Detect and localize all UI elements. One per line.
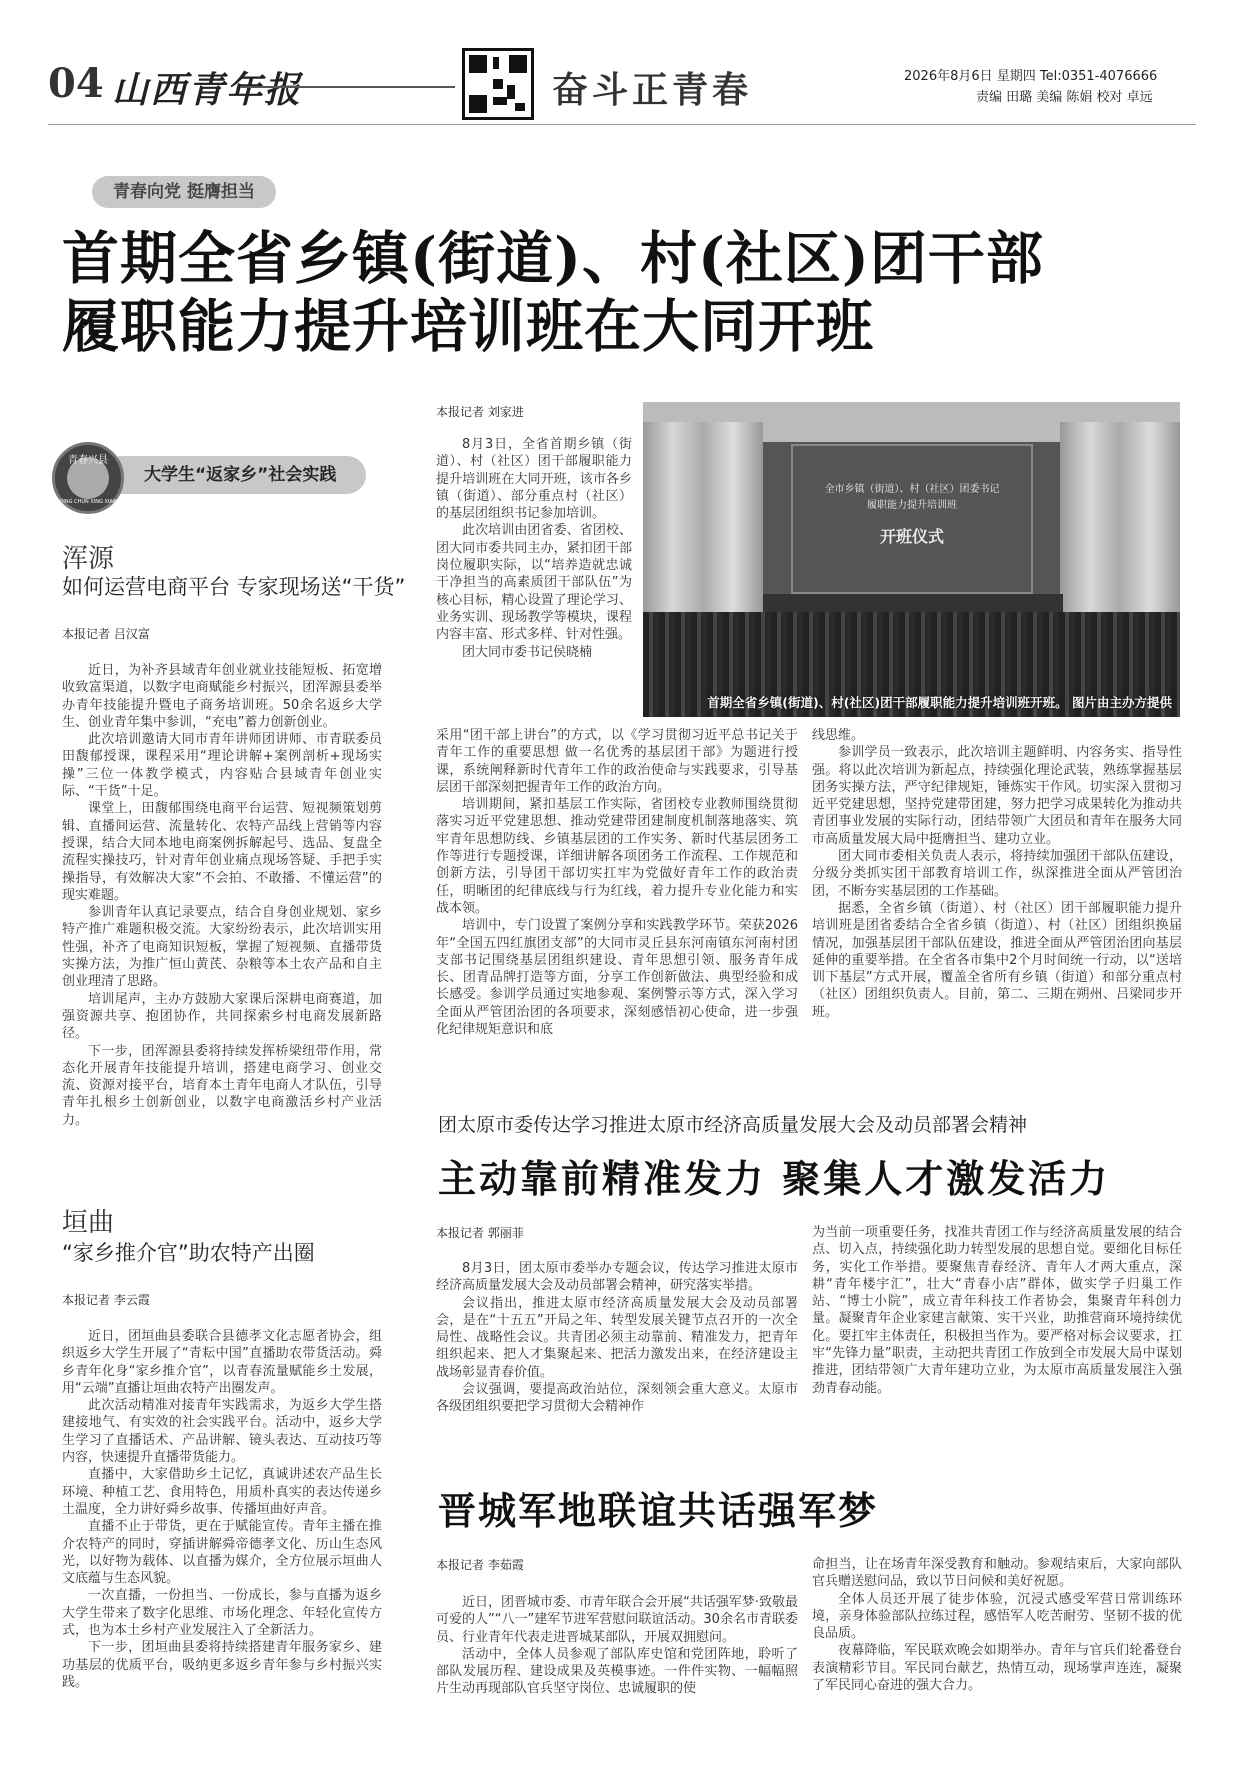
jincheng-paragraph: 全体人员还开展了徒步体验，沉浸式感受军营日常训练环境，亲身体验部队拉练过程，感悟军人吃苦耐劳、坚韧不拔的优良品质。 bbox=[812, 1591, 1182, 1642]
taiyuan-col1 bbox=[436, 1260, 798, 1416]
main-paragraph: 8月3日，全省首期乡镇（街道）、村（社区）团干部履职能力提升培训班在大同开班，该市各乡镇（街道）、部分重点村（社区）的基层团组织书记参加培训。 bbox=[436, 437, 632, 522]
jincheng-paragraph: 活动中，全体人员参观了部队库史馆和党团阵地，聆听了部队发展历程、建设成果及英模事迹。一件件实物、一幅幅照片生动再现部队官兵坚守岗位、忠诚履职的使 bbox=[436, 1646, 798, 1697]
main-paragraph: 采用“团干部上讲台”的方式，以《学习贯彻习近平总书记关于青年工作的重要思想 做一名优秀的基层团干部》为题进行授课，系统阐释新时代青年工作的政治使命与实践要求，引导基层团干部深刻把握青年工作的政治方向。 bbox=[436, 728, 798, 795]
masthead-rule bbox=[48, 124, 1196, 125]
screen-line3: 开班仪式 bbox=[879, 527, 944, 546]
story2-subhead: “家乡推介官”助农特产出圈 bbox=[62, 1241, 315, 1265]
date-line: 2026年8月6日 星期四 Tel:0351-4076666 bbox=[904, 69, 1158, 84]
jincheng-headline: 晋城军地联谊共话强军梦 bbox=[438, 1488, 879, 1533]
section-title: 奋斗正青春 bbox=[552, 69, 753, 111]
story1-paragraph: 此次培训邀请大同市青年讲师团讲师、市青联委员田馥郁授课，课程采用“理论讲解+案例剖析+现场实操”三位一体教学模式，内容贴合县域青年创业实际、“干货”十足。 bbox=[62, 732, 382, 800]
taiyuan-col2 bbox=[812, 1224, 1182, 1397]
taiyuan-paragraph: 会议强调，要提高政治站位，深刻领会重大意义。太原市各级团组织要把学习贯彻大会精神作 bbox=[436, 1382, 798, 1415]
story1-body bbox=[62, 662, 382, 1129]
jincheng-col2 bbox=[812, 1556, 1182, 1694]
paper-name: 山西青年报 bbox=[112, 69, 303, 111]
story1-byline: 本报记者 吕汉富 bbox=[62, 627, 150, 641]
photo-caption: 首期全省乡镇(街道)、村(社区)团干部履职能力提升培训班开班。 图片由主办方提供 bbox=[707, 695, 1172, 710]
main-paragraph: 此次培训由团省委、省团校、团大同市委共同主办，紧扣团干部岗位履职实际，以“培养造就忠诚干净担当的高素质团干部队伍”为核心目标，精心设置了理论学习、业务实训、现场教学等模块，课程内容丰富、形式多样、针对性强。 bbox=[436, 523, 632, 643]
qr-code-icon bbox=[462, 48, 534, 120]
jincheng-paragraph: 夜幕降临，军民联欢晚会如期举办。青年与官兵们轮番登台表演精彩节目。军民同台献艺，热情互动，现场掌声连连，凝聚了军民同心奋进的强大合力。 bbox=[812, 1643, 1182, 1694]
page-number: 04 bbox=[48, 60, 104, 107]
main-paragraph: 团大同市委书记侯晓楠 bbox=[462, 644, 593, 660]
main-headline-line2: 履职能力提升培训班在大同开班 bbox=[62, 293, 874, 360]
story1-subhead: 如何运营电商平台 专家现场送“干货” bbox=[62, 575, 406, 599]
story1-paragraph: 课堂上，田馥郁围绕电商平台运营、短视频策划剪辑、直播间运营、流量转化、农特产品线上营销等内容授课，结合大同本地电商案例拆解起号、选品、复盘全流程实操技巧，针对青年创业痛点现场答疑、手把手实操指导，有效解决大家“不会拍、不敢播、不懂运营”的现实难题。 bbox=[62, 801, 382, 903]
main-byline: 本报记者 刘家进 bbox=[436, 405, 524, 419]
badge-top-text: 青春兴县 bbox=[68, 455, 108, 466]
story2-paragraph: 下一步，团垣曲县委将持续搭建青年服务家乡、建功基层的优质平台，吸纳更多返乡青年参与乡村振兴实践。 bbox=[62, 1640, 382, 1690]
story1-paragraph: 参训青年认真记录要点，结合自身创业规划、家乡特产推广难题积极交流。大家纷纷表示，此次培训实用性强，补齐了电商知识短板，掌握了短视频、直播带货实操方法，为推广恒山黄芪、杂粮等本土农产品和自主创业理清了思路。 bbox=[62, 905, 382, 990]
editors-line: 责编 田璐 美编 陈娟 校对 卓远 bbox=[976, 90, 1153, 105]
main-paragraph: 线思维。 bbox=[812, 728, 865, 743]
main-paragraph: 培训中，专门设置了案例分享和实践教学环节。荣获2026年“全国五四红旗团支部”的大同市灵丘县东河南镇东河南村团支部书记围绕基层团组织建设、青年思想引领、服务青年成长、团青品牌打造等方面，分享工作创新做法、典型经验和成长感受。参训学员通过实地参观、案例警示等方式，深入学习全面从严管团治团的各项要求，深刻感悟初心使命，进一步强化纪律规矩意识和底 bbox=[436, 918, 798, 1038]
main-paragraph: 据悉，全省乡镇（街道）、村（社区）团干部履职能力提升培训班是团省委结合全省乡镇（街道）、村（社区）团组织换届情况，加强基层团干部队伍建设，推进全面从严管团治团向基层延伸的重要举措。在全省各市集中2个月时间统一行动，以“送培训下基层”方式开展，覆盖全省所有乡镇（街道）和部分重点村（社区）团组织负责人。目前，第二、三期在朔州、吕梁同步开班。 bbox=[812, 900, 1182, 1020]
main-headline-line1: 首期全省乡镇(街道)、村(社区)团干部 bbox=[62, 225, 1044, 292]
main-col1-narrow bbox=[436, 436, 632, 661]
story2-paragraph: 近日，团垣曲县委联合县德孝文化志愿者协会，组织返乡大学生开展了“青耘中国”直播助农带货活动。舜乡青年化身“家乡推介官”，以青春流量赋能乡土发展，用“云端”直播让垣曲农特产出圈发声。 bbox=[62, 1329, 382, 1396]
news-photo bbox=[643, 402, 1180, 717]
story2-paragraph: 直播中，大家借助乡土记忆，真诚讲述农产品生长环境、种植工艺、食用特色，用质朴真实的表达传递乡土温度，全力讲好舜乡故事、传播垣曲好声音。 bbox=[62, 1467, 382, 1517]
story1-place: 浑源 bbox=[62, 544, 115, 574]
masthead-divider bbox=[240, 86, 455, 88]
taiyuan-byline: 本报记者 郭丽菲 bbox=[436, 1226, 524, 1240]
main-col2 bbox=[812, 727, 1182, 1021]
main-paragraph: 培训期间，紧扣基层工作实际，省团校专业教师围绕贯彻落实习近平党建思想、推动党建带团建制度机制落地落实、筑牢青年思想防线、乡镇基层团的工作实务、新时代基层团务工作等进行专题授课，详细讲解各项团务工作流程、工作规范和创新方法，引导团干部切实扛牢为党做好青年工作的政治责任，明晰团的纪律底线与行为红线，着力提升专业化能力和实战本领。 bbox=[436, 797, 798, 916]
story1-paragraph: 培训尾声，主办方鼓励大家课后深耕电商赛道，加强资源共享、抱团协作，共同探索乡村电商发展新路径。 bbox=[62, 991, 382, 1042]
story2-body bbox=[62, 1328, 382, 1691]
jincheng-byline: 本报记者 李茹霞 bbox=[436, 1558, 524, 1572]
story2-paragraph: 直播不止于带货，更在于赋能宣传。青年主播在推介农特产的同时，穿插讲解舜帝德孝文化、历山生态风光，以好物为载体、以直播为媒介，全方位展示垣曲人文底蕴与生态风貌。 bbox=[62, 1519, 382, 1587]
taiyuan-paragraph: 为当前一项重要任务，找准共青团工作与经济高质量发展的结合点、切入点，持续强化助力转型发展的思想自觉。要细化目标任务，实化工作举措。要聚焦青春经济、青年人才两大重点，深耕“青年楼宇汇”，壮大“青春小店”群体，做实学子归巢工作站、“博士小院”，成立青年科技工作者协会，集聚青年科创力量。凝聚青年企业家建言献策、实干兴业，助推营商环境持续优化。要扛牢主体责任，积极担当作为。要严格对标会议要求，扛牢“先锋力量”职责，主动把共青团工作放到全市发展大局中谋划推进，团结带领广大青年建功立业，为太原市高质量发展注入强劲青春动能。 bbox=[812, 1225, 1182, 1396]
story1-paragraph: 下一步，团浑源县委将持续发挥桥梁纽带作用，常态化开展青年技能提升培训，搭建电商学习、创业交流、资源对接平台，培育本土青年电商人才队伍，引导青年扎根乡土创新创业，以数字电商激活乡村产业活力。 bbox=[62, 1043, 382, 1128]
story2-byline: 本报记者 李云霞 bbox=[62, 1293, 150, 1307]
story1-paragraph: 近日，为补齐县域青年创业就业技能短板、拓宽增收致富渠道，以数字电商赋能乡村振兴，团浑源县委举办青年技能提升暨电子商务培训班。50余名返乡大学生、创业青年集中参训，“充电”蓄力创新创业。 bbox=[62, 663, 382, 730]
story2-paragraph: 一次直播，一份担当、一份成长，参与直播为返乡大学生带来了数字化思维、市场化理念、年轻化宣传方式，也为本土乡村产业发展注入了全新活力。 bbox=[62, 1588, 382, 1639]
main-paragraph: 参训学员一致表示，此次培训主题鲜明、内容务实、指导性强。将以此次培训为新起点，持续强化理论武装，熟练掌握基层团务实操方法，严守纪律规矩，锤炼实干作风。切实深入贯彻习近平党建思想，坚持党建带团建，努力把学习成果转化为推动共青团事业发展的实际行动，团结带领广大团员和青年在服务大同市高质量发展大局中挺膺担当、建功立业。 bbox=[812, 745, 1182, 847]
main-paragraph: 团大同市委相关负责人表示，将持续加强团干部队伍建设，分级分类抓实团干部教育培训工作，纵深推进全面从严管团治团，不断夯实基层团的工作基础。 bbox=[812, 849, 1182, 899]
jincheng-paragraph: 命担当，让在场青年深受教育和触动。参观结束后，大家向部队官兵赠送慰问品，致以节日问候和美好祝愿。 bbox=[812, 1557, 1182, 1590]
story2-paragraph: 此次活动精准对接青年实践需求，为返乡大学生搭建接地气、有实效的社会实践平台。活动中，返乡大学生学习了直播话术、产品讲解、镜头表达、互动技巧等内容，快速提升直播带货能力。 bbox=[62, 1398, 382, 1466]
main-headline bbox=[62, 225, 1182, 361]
jincheng-paragraph: 近日，团晋城市委、市青年联合会开展“共话强军梦·致敬最可爱的人”“八一”建军节进军营慰问联谊活动。30余名市青联委员、行业青年代表走进晋城某部队，开展双拥慰问。 bbox=[436, 1595, 798, 1645]
youth-badge-icon bbox=[52, 442, 124, 514]
taiyuan-headline: 主动靠前精准发力 聚集人才激发活力 bbox=[438, 1156, 1111, 1201]
badge-bottom-text: QING CHUN XING XIAN bbox=[59, 499, 117, 505]
jincheng-col1 bbox=[436, 1594, 798, 1698]
story2-place: 垣曲 bbox=[62, 1208, 115, 1238]
taiyuan-kicker: 团太原市委传达学习推进太原市经济高质量发展大会及动员部署会精神 bbox=[438, 1114, 1028, 1136]
main-col1-wide bbox=[436, 727, 798, 1038]
stage-screen bbox=[791, 444, 1033, 594]
screen-line2: 履职能力提升培训班 bbox=[867, 500, 957, 511]
screen-line1: 全市乡镇（街道）、村（社区）团委书记 bbox=[824, 484, 1000, 495]
column-banner: 青春向党 挺膺担当 bbox=[92, 176, 276, 208]
taiyuan-paragraph: 会议指出，推进太原市经济高质量发展大会及动员部署会，是在“十五五”开局之年、转型发展关键节点召开的一次全局性、战略性会议。共青团必须主动靠前、精准发力，把青年组织起来、把人才集聚起来、把活力激发出来，在经济建设主战场彰显青春价值。 bbox=[436, 1295, 798, 1380]
sidebar-badge-title: 大学生“返家乡”社会实践 bbox=[118, 456, 366, 494]
taiyuan-paragraph: 8月3日，团太原市委举办专题会议，传达学习推进太原市经济高质量发展大会及动员部署会精神，研究落实举措。 bbox=[436, 1261, 798, 1294]
